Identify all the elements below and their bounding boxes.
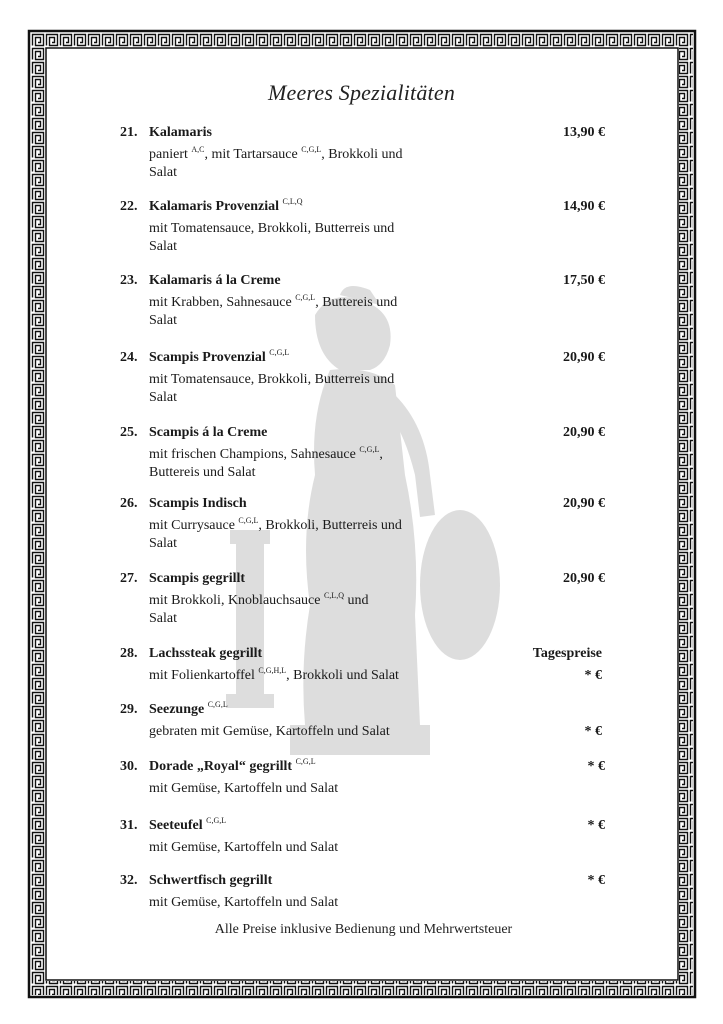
item-name bbox=[149, 272, 281, 290]
item-name bbox=[149, 645, 262, 663]
item-number: 27. bbox=[120, 571, 138, 586]
description-text: , mit Tartarsauce bbox=[204, 147, 302, 162]
allergen-codes: C,G,L bbox=[207, 700, 228, 709]
item-description bbox=[149, 146, 409, 182]
price-note: Alle Preise inklusive Bedienung und Mehrwertsteuer bbox=[214, 922, 513, 937]
item-description bbox=[149, 371, 404, 407]
item-name-text: Seeteufel bbox=[149, 818, 203, 833]
item-number: 32. bbox=[120, 873, 138, 888]
item-number: 30. bbox=[120, 759, 138, 774]
item-number: 23. bbox=[120, 273, 138, 288]
allergen-codes: C,G,L bbox=[295, 293, 316, 302]
description-text: , Buttereis und Salat bbox=[149, 447, 383, 480]
allergen-codes: C,L,Q bbox=[323, 591, 344, 600]
allergen-codes: C,G,L bbox=[295, 757, 316, 766]
item-number: 22. bbox=[120, 199, 138, 214]
item-name-text: Scampis Indisch bbox=[149, 496, 247, 511]
item-number: 28. bbox=[120, 646, 138, 661]
item-name-text: Scampis gegrillt bbox=[149, 571, 246, 586]
description-text: mit frischen Champions, Sahnesauce bbox=[149, 447, 360, 462]
description-text: mit Krabben, Sahnesauce bbox=[149, 295, 296, 310]
item-number: 29. bbox=[120, 702, 138, 717]
description-text: mit Brokkoli, Knoblauchsauce bbox=[149, 593, 324, 608]
item-name-text: Kalamaris Provenzial bbox=[149, 199, 279, 214]
item-price: 17,50 € bbox=[563, 273, 605, 288]
description-text: gebraten mit Gemüse, Kartoffeln und Salat bbox=[149, 724, 390, 739]
item-description bbox=[149, 723, 569, 741]
item-number: 26. bbox=[120, 496, 138, 511]
item-price: * € bbox=[587, 818, 605, 833]
item-description bbox=[149, 839, 569, 857]
item-name-text: Seezunge bbox=[149, 702, 205, 717]
item-price: 20,90 € bbox=[563, 496, 605, 511]
item-name bbox=[149, 570, 245, 588]
description-text: , Brokkoli, Butterreis und Salat bbox=[149, 518, 402, 551]
item-price: 13,90 € bbox=[563, 125, 605, 140]
description-text: mit Tomatensauce, Brokkoli, Butterreis und Salat bbox=[149, 372, 395, 405]
item-price-placeholder: * € bbox=[584, 668, 602, 683]
item-price: * € bbox=[587, 759, 605, 774]
item-name bbox=[149, 817, 226, 835]
item-price: 20,90 € bbox=[563, 571, 605, 586]
item-name bbox=[149, 424, 267, 442]
item-description bbox=[149, 780, 569, 798]
item-price: 14,90 € bbox=[563, 199, 605, 214]
allergen-codes: C,G,L bbox=[206, 816, 227, 825]
item-description bbox=[149, 446, 411, 482]
page-title: Meeres Spezialitäten bbox=[267, 80, 456, 105]
allergen-codes: C,L,Q bbox=[282, 197, 303, 206]
item-description bbox=[149, 592, 374, 628]
item-name bbox=[149, 872, 272, 890]
item-number: 24. bbox=[120, 350, 138, 365]
item-description bbox=[149, 294, 399, 330]
item-description bbox=[149, 517, 409, 553]
item-name-text: Scampis á la Creme bbox=[149, 425, 268, 440]
item-description bbox=[149, 894, 569, 912]
item-price: 20,90 € bbox=[563, 350, 605, 365]
description-text: mit Currysauce bbox=[149, 518, 239, 533]
description-text: mit Gemüse, Kartoffeln und Salat bbox=[149, 895, 339, 910]
item-name bbox=[149, 495, 247, 513]
item-name-text: Scampis Provenzial bbox=[149, 350, 266, 365]
description-text: mit Gemüse, Kartoffeln und Salat bbox=[149, 840, 339, 855]
item-price-placeholder: * € bbox=[584, 724, 602, 739]
item-description bbox=[149, 220, 404, 256]
description-text: mit Folienkartoffel bbox=[149, 668, 259, 683]
item-price: * € bbox=[587, 873, 605, 888]
item-name-text: Lachssteak gegrillt bbox=[149, 646, 263, 661]
allergen-codes: C,G,L bbox=[238, 516, 259, 525]
item-description bbox=[149, 667, 569, 685]
description-text: , Brokkoli und Salat bbox=[149, 147, 403, 180]
item-number: 25. bbox=[120, 425, 138, 440]
allergen-codes: C,G,L bbox=[359, 445, 380, 454]
item-name bbox=[149, 198, 303, 216]
allergen-codes: C,G,H,L bbox=[258, 666, 287, 675]
item-name bbox=[149, 349, 289, 367]
item-name bbox=[149, 701, 228, 719]
description-text: paniert bbox=[149, 147, 192, 162]
allergen-codes: C,G,L bbox=[301, 145, 322, 154]
item-name-text: Schwertfisch gegrillt bbox=[149, 873, 273, 888]
item-number: 21. bbox=[120, 125, 138, 140]
item-name-text: Kalamaris á la Creme bbox=[149, 273, 281, 288]
description-text: und Salat bbox=[149, 593, 369, 626]
description-text: , Brokkoli und Salat bbox=[286, 668, 399, 683]
item-price: 20,90 € bbox=[563, 425, 605, 440]
item-price: Tagespreise bbox=[532, 646, 602, 661]
item-name-text: Kalamaris bbox=[149, 125, 212, 140]
allergen-codes: A,C bbox=[191, 145, 205, 154]
allergen-codes: C,G,L bbox=[269, 348, 290, 357]
item-name bbox=[149, 758, 316, 776]
description-text: mit Gemüse, Kartoffeln und Salat bbox=[149, 781, 339, 796]
description-text: , Buttereis und Salat bbox=[149, 295, 398, 328]
item-name bbox=[149, 124, 212, 142]
item-name-text: Dorade „Royal“ gegrillt bbox=[149, 759, 293, 774]
item-number: 31. bbox=[120, 818, 138, 833]
description-text: mit Tomatensauce, Brokkoli, Butterreis und Salat bbox=[149, 221, 395, 254]
